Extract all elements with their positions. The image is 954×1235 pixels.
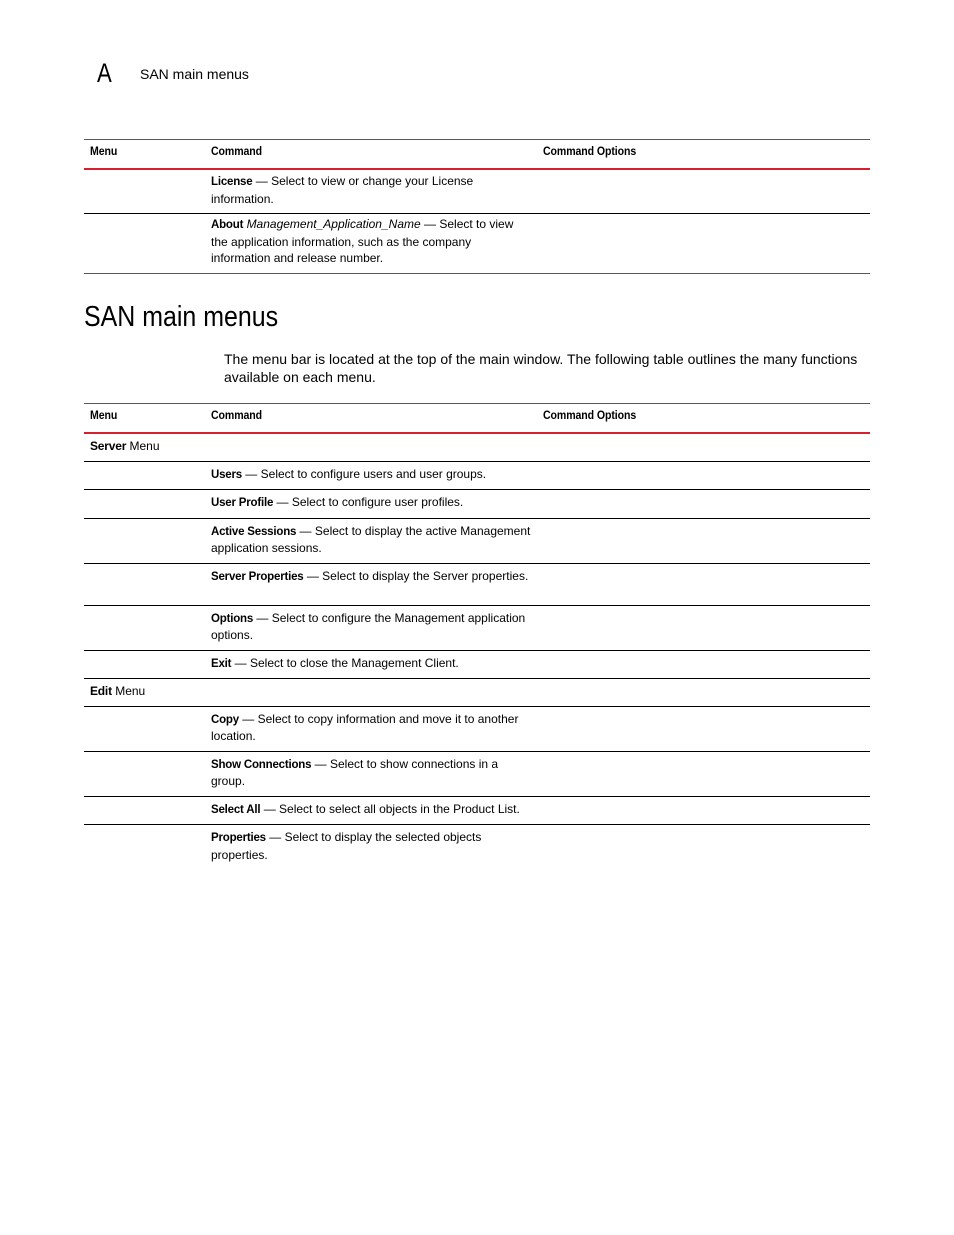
- command-cell: Copy — Select to copy information and move it to another location.: [205, 706, 537, 751]
- command-description: Select to view the application information, such as the company information and release number.: [211, 217, 514, 265]
- san-main-menus-table: [84, 403, 870, 869]
- command-cell: Exit — Select to close the Management Client.: [205, 650, 537, 679]
- menu-group-row-edit: [84, 679, 870, 707]
- column-header-command-options: Command Options: [537, 404, 870, 434]
- command-cell: Properties — Select to display the selected objects properties.: [211, 830, 482, 862]
- column-header-command: Command: [205, 140, 537, 170]
- table-row: [84, 706, 870, 751]
- options-cell: [537, 169, 870, 214]
- menu-cell: [84, 169, 205, 214]
- command-name: License: [211, 176, 253, 188]
- command-cell: Server Properties — Select to display the Server properties.: [205, 563, 537, 605]
- table-row: [84, 563, 870, 605]
- table-row: [84, 825, 870, 870]
- appendix-letter: A: [97, 58, 112, 88]
- menu-label-server: Server Menu: [84, 433, 205, 461]
- table-row: [84, 796, 870, 825]
- table-row: [84, 169, 870, 214]
- options-cell: [537, 214, 870, 274]
- section-heading: SAN main menus: [84, 301, 279, 333]
- command-cell: Options — Select to configure the Management application options.: [205, 605, 537, 650]
- table-header-row: [84, 140, 870, 170]
- table-row: [84, 461, 870, 490]
- column-header-menu: Menu: [84, 140, 205, 170]
- command-cell: License — Select to view or change your License information.: [205, 169, 537, 214]
- column-header-menu: Menu: [84, 404, 205, 434]
- running-header: [97, 56, 249, 90]
- column-header-command-options: Command Options: [537, 140, 870, 170]
- menu-cell: [84, 214, 205, 274]
- section-intro: The menu bar is located at the top of the main window. The following table outlines the many functions available on each menu.: [224, 351, 858, 385]
- column-header-command: Command: [205, 404, 537, 434]
- table-row: [84, 605, 870, 650]
- table-row: [84, 518, 870, 563]
- command-name: About: [211, 219, 244, 231]
- table-header-row: [84, 404, 870, 434]
- menu-table-continued: [84, 139, 870, 274]
- command-cell: Active Sessions — Select to display the active Management application sessions.: [205, 518, 537, 563]
- menu-label-edit: Edit Menu: [84, 679, 205, 707]
- running-header-title: SAN main menus: [140, 66, 249, 82]
- command-cell: Select All — Select to select all objects in the Product List.: [205, 796, 537, 825]
- menu-group-row-server: [84, 433, 870, 461]
- table-row: [84, 751, 870, 796]
- command-description: Select to view or change your License information.: [211, 174, 474, 206]
- table-row: [84, 490, 870, 519]
- table-row: [84, 214, 870, 274]
- command-cell: About Management_Application_Name — Select to view the application information, such as the company information and release number.: [205, 214, 537, 274]
- command-cell: Show Connections — Select to show connections in a group.: [205, 751, 537, 796]
- command-cell: Users — Select to configure users and user groups.: [205, 461, 537, 490]
- command-cell: User Profile — Select to configure user profiles.: [205, 490, 537, 519]
- application-name-placeholder: Management_Application_Name: [246, 217, 421, 231]
- table-row: [84, 650, 870, 679]
